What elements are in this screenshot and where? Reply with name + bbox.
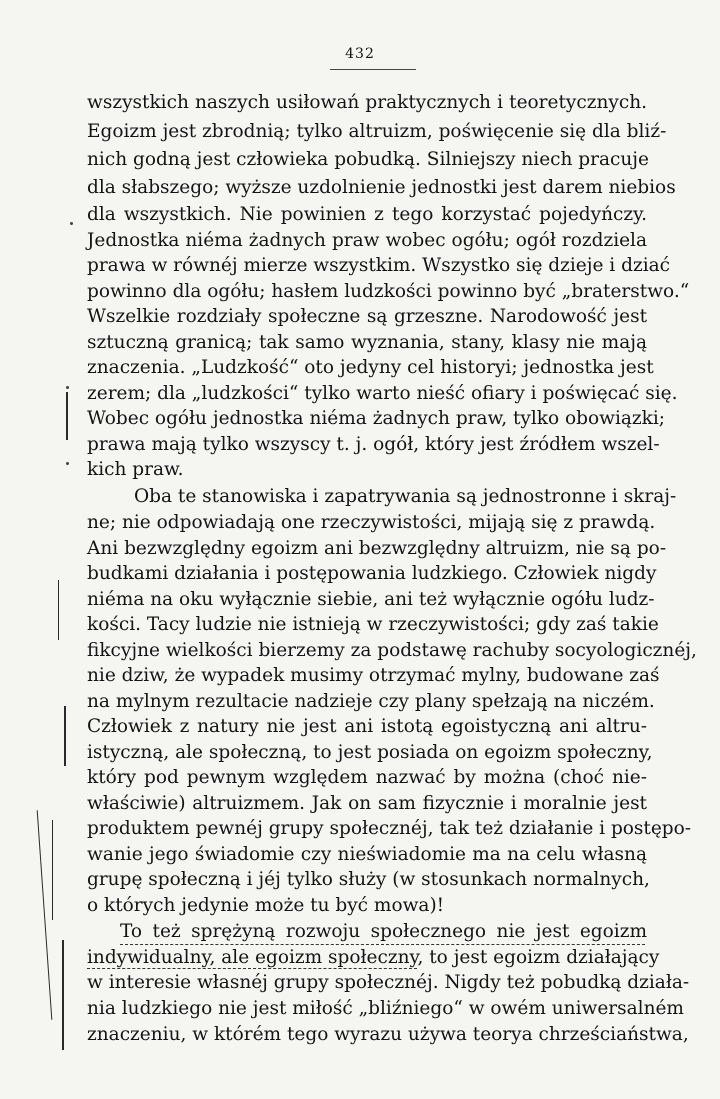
page-number: 432 <box>345 46 375 62</box>
text-line: budkami działania i postępowania ludzkiego. Człowiek nigdy <box>87 563 657 584</box>
text-line: grupę społeczną i jéj tylko służy (w stosunkach normalnych, <box>87 869 650 890</box>
text-line: Oba te stanowiska i zapatrywania są jednostronne i skraj- <box>134 486 677 507</box>
text-line: Ani bezwzględny egoizm ani bezwzględny altruizm, nie są po- <box>87 538 667 559</box>
pencil-margin-line <box>52 820 53 920</box>
pencil-margin-line <box>37 810 53 1020</box>
pencil-margin-line <box>64 706 66 766</box>
text-line: który pod pewnym względem nazwać by można (choć nie- <box>87 767 647 788</box>
text-line: zerem; dla „ludzkości“ tylko warto nieść ofiary i poświęcać się. <box>87 383 678 404</box>
text-line: sztuczną granicą; tak samo wyznania, stany, klasy nie mają <box>87 332 647 353</box>
text-line: ne; nie odpowiadają one rzeczywistości, mijają się z prawdą. <box>87 512 656 533</box>
pencil-dot <box>66 462 69 465</box>
text-line: nich godną jest człowieka pobudką. Silniejszy niech pracuje <box>87 149 649 170</box>
text-line: Wszelkie rozdziały społeczne są grzeszne. Narodowość jest <box>87 306 647 327</box>
text-line: dla słabszego; wyższe uzdolnienie jednostki jest darem niebios <box>87 177 676 198</box>
text-line: wanie jego świadomie czy nieświadomie ma na celu własną <box>87 844 647 865</box>
pencil-dot <box>66 386 69 389</box>
text-line: na mylnym rezultacie nadzieje czy plany spełzają na niczém. <box>87 691 655 712</box>
text-line: fikcyjne wielkości bierzemy za podstawę rachuby socyologicznéj, <box>87 640 697 661</box>
text-line: istyczną, ale społeczną, to jest posiada on egoizm społeczny, <box>87 742 653 763</box>
pencil-dot <box>70 222 73 225</box>
pencil-margin-line <box>58 580 59 640</box>
text-line: właściwie) altruizmem. Jak on sam fizycznie i moralnie jest <box>87 793 647 814</box>
text-line: Jednostka niéma żadnych praw wobec ogółu; ogół rozdziela <box>87 230 647 251</box>
text-line: o których jedynie może tu być mowa)! <box>87 895 445 916</box>
text-line: wszystkich naszych usiłowań praktycznych i teoretycznych. <box>87 92 647 113</box>
text-line: produktem pewnéj grupy społecznéj, tak też działanie i postępo- <box>87 818 692 839</box>
text-line: prawa mają tylko wszyscy t. j. ogół, który jest źródłem wszel- <box>87 434 660 455</box>
text-line: Wobec ogółu jednostka niéma żadnych praw, tylko obowiązki; <box>87 408 665 429</box>
text-line: nia ludzkiego nie jest miłość „bliźniego“ w owém uniwersalném <box>87 998 684 1019</box>
text-line: powinno dla ogółu; hasłem ludzkości powinno być „braterstwo.“ <box>87 281 690 302</box>
pencil-margin-line <box>66 392 68 440</box>
text-line: niéma na oku wyłącznie siebie, ani też wyłącznie ogółu ludz- <box>87 589 655 610</box>
text-line: w interesie własnéj grupy społecznéj. Nigdy też pobudką działa- <box>87 972 690 993</box>
text-line: kich praw. <box>87 459 184 480</box>
text-line: dla wszystkich. Nie powinien z tego korzystać pojedyńczy. <box>87 204 647 225</box>
text-line: znaczeniu, w którém tego wyrazu używa teorya chrześciaństwa, <box>87 1024 689 1045</box>
text-line: indywidualny, ale egoizm społeczny, to jest egoizm działający <box>87 947 660 968</box>
text-line: nie dziw, że wypadek musimy otrzymać mylny, budowane zaś <box>87 665 660 686</box>
pencil-margin-line <box>62 940 64 1050</box>
header-rule <box>330 69 416 70</box>
text-line: kości. Tacy ludzie nie istnieją w rzeczywistości; gdy zaś takie <box>87 614 659 635</box>
text-line: znaczenia. „Ludzkość“ oto jedyny cel historyi; jednostka jest <box>87 357 654 378</box>
pencil-underline <box>87 968 417 969</box>
pencil-underline <box>120 944 645 945</box>
text-line: To też sprężyną rozwoju społecznego nie jest egoizm <box>120 921 647 942</box>
text-line: prawa w równéj mierze wszystkim. Wszystko się dzieje i dziać <box>87 255 671 276</box>
text-line: Człowiek z natury nie jest ani istotą egoistyczną ani altru- <box>87 716 647 737</box>
text-line: Egoizm jest zbrodnią; tylko altruizm, poświęcenie się dla bliź- <box>87 121 667 142</box>
